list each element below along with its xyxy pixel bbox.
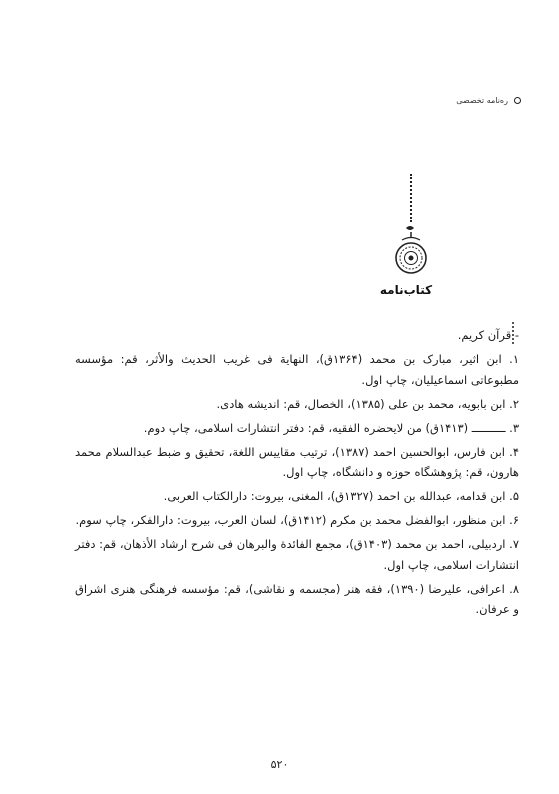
bibliography-list xyxy=(75,325,519,623)
bullet-icon xyxy=(514,97,521,104)
bibliography-entry: ۴. ابن فارس، ابوالحسین احمد (۱۳۸۷)، ترتیب مقاییس اللغة، تحقیق و ضبط عبدالسلام محمد هارون، قم: پژوهشگاه حوزه و دانشگاه، چاپ اول. xyxy=(75,444,519,479)
bibliography-entry: ۵. ابن قدامه، عبدالله بن احمد (۱۳۲۷ق)، المغنی، بیروت: دارالکتاب العربی. xyxy=(163,489,519,503)
running-head xyxy=(456,96,521,105)
bibliography-entry: ۱. ابن اثیر، مبارک بن محمد (۱۳۶۴ق)، النهایة فی غریب الحدیث والأثر، قم: مؤسسه مطبوعاتی اسماعیلیان، چاپ اول. xyxy=(75,352,520,387)
bibliography-entry: ۲. ابن بابویه، محمد بن علی (۱۳۸۵)، الخصال، قم: اندیشه هادی. xyxy=(216,396,519,411)
bibliography-entry: - قرآن کریم. xyxy=(457,328,519,342)
bibliography-entry: ۳. ــــــــــ (۱۴۱۳ق) من لایحضره الفقیه، قم: دفتر انتشارات اسلامی، چاپ دوم. xyxy=(143,420,519,435)
page-number: ۵۲۰ xyxy=(270,758,289,771)
rosette-icon xyxy=(388,224,434,276)
chapter-ornament xyxy=(370,172,440,292)
chapter-title: کتاب‌نامه xyxy=(379,283,433,297)
running-head-text: ره‌نامه تخصصی xyxy=(456,96,508,105)
bibliography-entry: ۸. اعرافی، علیرضا (۱۳۹۰)، فقه هنر (مجسمه و نقاشی)، قم: مؤسسه فرهنگی هنری اشراق و عرفان. xyxy=(75,581,519,616)
bibliography-entry: ۶. ابن منظور، ابوالفضل محمد بن مکرم (۱۴۱۲ق)، لسان العرب، بیروت: دارالفکر، چاپ سوم. xyxy=(75,513,519,527)
dotted-line-ornament xyxy=(410,174,412,222)
bibliography-entry: ۷. اردبیلی، احمد بن محمد (۱۴۰۳ق)، مجمع الفائدة والبرهان فی شرح ارشاد الأذهان، قم: دفتر انتشارات اسلامی، چاپ اول. xyxy=(75,537,519,572)
